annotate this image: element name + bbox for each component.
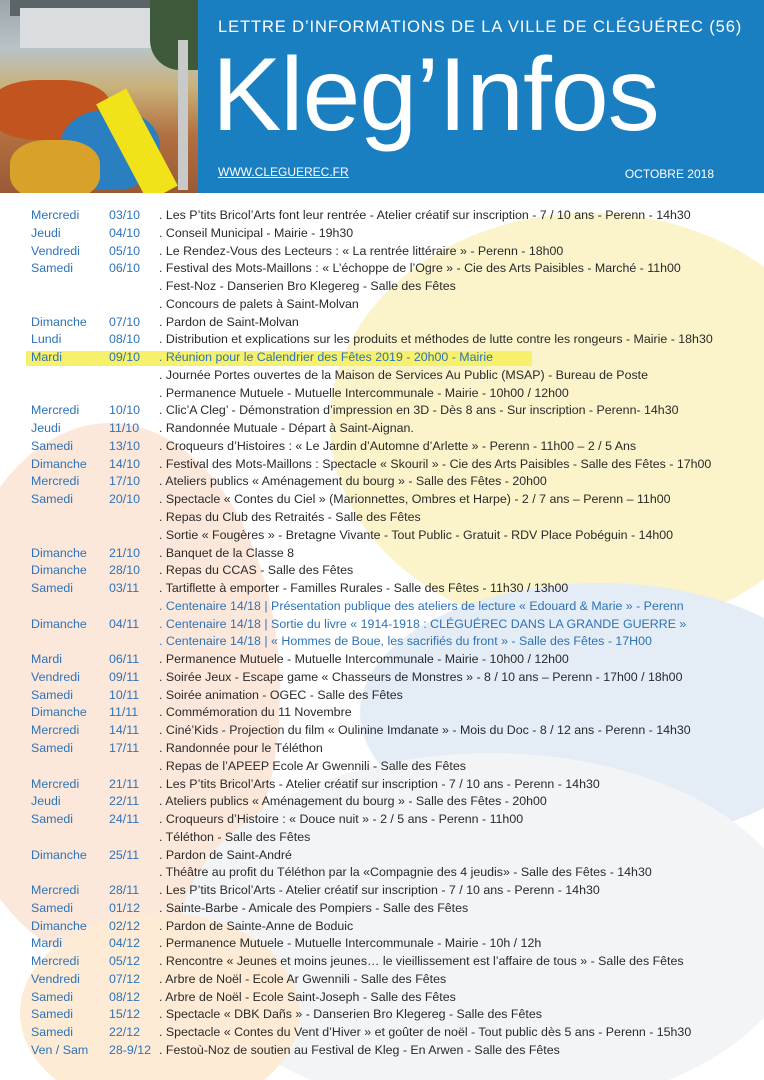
agenda-event: . Journée Portes ouvertes de la Maison de Services Au Public (MSAP) - Bureau de Poste [159,367,648,382]
agenda-event: . Sainte-Barbe - Amicale des Pompiers - Salle des Fêtes [159,900,469,915]
agenda-date: 17/10 [109,474,141,489]
agenda-row [0,758,764,776]
agenda-row [0,793,764,811]
agenda-day: Samedi [31,1025,74,1040]
agenda-date: 14/11 [109,723,140,738]
agenda-event: . Clic’A Cleg’ - Démonstration d’impression en 3D - Dès 8 ans - Sur inscription - Perenn- 14h30 [159,403,679,418]
agenda-day: Dimanche [31,847,87,862]
agenda-row [0,527,764,545]
agenda-day: Mercredi [31,776,80,791]
agenda-date: 09/11 [109,669,140,684]
agenda-day: Samedi [31,1007,74,1022]
agenda-row [0,616,764,634]
agenda-row [0,260,764,278]
agenda-row [0,598,764,616]
agenda-date: 02/12 [109,918,141,933]
agenda-event: . Centenaire 14/18 | « Hommes de Boue, les sacrifiés du front » - Salle des Fêtes - 17H00 [159,634,652,649]
agenda-event: . Pardon de Sainte-Anne de Boduic [159,918,354,933]
agenda-row [0,989,764,1007]
agenda-date: 28-9/12 [109,1042,152,1057]
agenda-day: Dimanche [31,705,87,720]
agenda-date: 15/12 [109,1007,141,1022]
agenda-event: . Festoù-Noz de soutien au Festival de Kleg - En Arwen - Salle des Fêtes [159,1042,560,1057]
agenda-event: . Repas de l’APEEP Ecole Ar Gwennili - Salle des Fêtes [159,758,466,773]
agenda-row [0,491,764,509]
agenda-event: . Distribution et explications sur les produits et méthodes de lutte contre les rongeurs - Mairie - 18h30 [159,332,713,347]
edition-date: OCTOBRE 2018 [624,167,714,181]
agenda-row [0,651,764,669]
agenda-event: . Pardon de Saint-Molvan [159,314,299,329]
agenda-event: . Pardon de Saint-André [159,847,292,862]
agenda-date: 06/11 [109,652,140,667]
agenda-event: . Centenaire 14/18 | Présentation publique des ateliers de lecture « Edouard & Marie » - Perenn [159,598,684,613]
agenda-row [0,225,764,243]
agenda-row [0,278,764,296]
agenda-row [0,402,764,420]
agenda-event: . Permanence Mutuele - Mutuelle Intercommunale - Mairie - 10h00 / 12h00 [159,652,569,667]
agenda-day: Dimanche [31,314,87,329]
agenda-day: Dimanche [31,545,87,560]
agenda-day: Mardi [31,936,62,951]
agenda-event: . Réunion pour le Calendrier des Fêtes 2019 - 20h00 - Mairie [159,350,494,365]
agenda-date: 08/10 [109,332,141,347]
agenda-date: 22/12 [109,1025,141,1040]
agenda-row [0,864,764,882]
agenda-event: . Conseil Municipal - Mairie - 19h30 [159,225,354,240]
agenda-event: . Centenaire 14/18 | Sortie du livre « 1914-1918 : CLÉGUÉREC DANS LA GRANDE GUERRE » [159,616,687,631]
agenda-date: 28/10 [109,563,141,578]
agenda-event: . Le Rendez-Vous des Lecteurs : « La rentrée littéraire » - Perenn - 18h00 [159,243,564,258]
agenda-day: Samedi [31,740,74,755]
agenda-row [0,633,764,651]
agenda-event: . Spectacle « Contes du Vent d’Hiver » et goûter de noël - Tout public dès 5 ans - Perenn - 15h30 [159,1025,692,1040]
agenda-row [0,882,764,900]
agenda-event: . Ateliers publics « Aménagement du bourg » - Salle des Fêtes - 20h00 [159,794,547,809]
agenda-row [0,580,764,598]
agenda-date: 11/10 [109,421,140,436]
brand-logo-text: Kleg’Infos [212,37,659,153]
agenda-event: . Repas du Club des Retraités - Salle des Fêtes [159,510,421,525]
agenda-day: Mercredi [31,208,80,222]
agenda-row [0,385,764,403]
agenda-date: 10/11 [109,687,140,702]
agenda-day: Mardi [31,652,62,667]
masthead [0,0,764,193]
agenda-event: . Les P’tits Bricol’Arts - Atelier créatif sur inscription - 7 / 10 ans - Perenn - 14h30 [159,776,600,791]
agenda-row [0,314,764,332]
agenda-row [0,296,764,314]
agenda-day: Jeudi [31,225,61,240]
agenda-row [0,438,764,456]
agenda-event: . Théâtre au profit du Téléthon par la «Compagnie des 4 jeudis» - Salle des Fêtes - 14h30 [159,865,652,880]
agenda-row [0,1006,764,1024]
agenda-day: Samedi [31,261,74,276]
agenda-date: 17/11 [109,740,140,755]
agenda-date: 14/10 [109,456,141,471]
agenda-day: Samedi [31,581,74,596]
agenda-day: Samedi [31,989,74,1004]
agenda-date: 21/11 [109,776,140,791]
agenda-day: Mercredi [31,403,80,418]
agenda-event: . Permanence Mutuele - Mutuelle Intercommunale - Mairie - 10h00 / 12h00 [159,385,569,400]
agenda-date: 10/10 [109,403,141,418]
photo-mat [10,140,100,193]
agenda-event: . Ciné’Kids - Projection du film « Oulinine Imdanate » - Mois du Doc - 8 / 12 ans - Perenn - 14h30 [159,723,691,738]
agenda-row [0,562,764,580]
agenda-row [0,669,764,687]
agenda-date: 24/11 [109,812,140,827]
agenda-event: . Croqueurs d’Histoire : « Douce nuit » - 2 / 5 ans - Perenn - 11h00 [159,812,524,827]
agenda-day: Vendredi [31,243,80,258]
agenda-event: . Croqueurs d’Histoires : « Le Jardin d’Automne d’Arlette » - Perenn - 11h00 – 2 / 5 Ans [159,438,637,453]
agenda-date: 13/10 [109,438,141,453]
agenda-day: Samedi [31,900,74,915]
agenda-row [0,953,764,971]
agenda-day: Jeudi [31,421,61,436]
agenda-row [0,473,764,491]
agenda-day: Dimanche [31,616,87,631]
agenda-date: 09/10 [109,350,141,365]
agenda-date: 03/10 [109,208,141,222]
agenda-day: Ven / Sam [31,1042,89,1057]
photo-post [178,40,188,190]
agenda-day: Mercredi [31,954,80,969]
agenda-date: 21/10 [109,545,141,560]
agenda-event: . Spectacle « Contes du Ciel » (Marionnettes, Ombres et Harpe) - 2 / 7 ans – Perenn – 11h00 [159,492,671,507]
agenda-day: Samedi [31,438,74,453]
agenda-day: Vendredi [31,971,80,986]
playground-photo [0,0,198,193]
photo-tree [150,0,198,70]
agenda-event: . Festival des Mots-Maillons : « L’échoppe de l’Ogre » - Cie des Arts Paisibles - Marché - 11h00 [159,261,681,276]
agenda-day: Samedi [31,812,74,827]
agenda-day: Mercredi [31,883,80,898]
agenda-row [0,740,764,758]
agenda-row [0,349,764,367]
photo-house [20,8,160,48]
agenda-event: . Randonnée pour le Téléthon [159,740,323,755]
agenda-row [0,776,764,794]
agenda-event: . Randonnée Mutuale - Départ à Saint-Aignan. [159,421,414,436]
agenda-event: . Arbre de Noël - Ecole Saint-Joseph - Salle des Fêtes [159,989,456,1004]
agenda-date: 08/12 [109,989,141,1004]
agenda-date: 11/11 [109,705,139,720]
agenda-date: 20/10 [109,492,141,507]
agenda-day: Vendredi [31,669,80,684]
agenda-date: 04/12 [109,936,141,951]
agenda-event: . Fest-Noz - Danserien Bro Klegereg - Salle des Fêtes [159,279,456,294]
agenda-event: . Repas du CCAS - Salle des Fêtes [159,563,354,578]
agenda-event: . Téléthon - Salle des Fêtes [159,829,311,844]
agenda-row [0,811,764,829]
agenda-row [0,331,764,349]
agenda-event: . Soirée animation - OGEC - Salle des Fêtes [159,687,403,702]
agenda-row [0,918,764,936]
agenda-row [0,971,764,989]
agenda-event: . Commémoration du 11 Novembre [159,705,352,720]
agenda-event: . Festival des Mots-Maillons : Spectacle « Skouril » - Cie des Arts Paisibles - Salle des Fêtes - 17h00 [159,456,712,471]
agenda-event: . Tartiflette à emporter - Familles Rurales - Salle des Fêtes - 11h30 / 13h00 [159,581,569,596]
agenda-event: . Les P’tits Bricol’Arts - Atelier créatif sur inscription - 7 / 10 ans - Perenn - 14h30 [159,883,600,898]
agenda-date: 07/12 [109,971,141,986]
agenda-event: . Arbre de Noël - Ecole Ar Gwennili - Salle des Fêtes [159,971,447,986]
agenda-row [0,829,764,847]
agenda-day: Mercredi [31,723,80,738]
agenda-event: . Spectacle « DBK Dañs » - Danserien Bro Klegereg - Salle des Fêtes [159,1007,542,1022]
agenda-list [0,207,764,1060]
agenda-date: 04/11 [109,616,140,631]
agenda-date: 01/12 [109,900,141,915]
agenda-row [0,367,764,385]
agenda-row [0,704,764,722]
agenda-date: 07/10 [109,314,141,329]
agenda-row [0,207,764,225]
agenda-event: . Soirée Jeux - Escape game « Chasseurs de Monstres » - 8 / 10 ans – Perenn - 17h00 / 18h00 [159,669,683,684]
agenda-event: . Ateliers publics « Aménagement du bourg » - Salle des Fêtes - 20h00 [159,474,547,489]
agenda-row [0,847,764,865]
agenda-date: 05/12 [109,954,141,969]
agenda-event: . Banquet de la Classe 8 [159,545,295,560]
agenda-event: . Les P’tits Bricol’Arts font leur rentrée - Atelier créatif sur inscription - 7 / 10 ans - Perenn - 14h30 [159,208,691,222]
agenda-date: 28/11 [109,883,140,898]
agenda-day: Mardi [31,350,62,365]
agenda-date: 06/10 [109,261,141,276]
agenda-row [0,1042,764,1060]
agenda-day: Dimanche [31,918,87,933]
agenda-row [0,722,764,740]
newsletter-title: LETTRE D’INFORMATIONS DE LA VILLE DE CLÉGUÉREC (56) [218,18,743,36]
agenda-date: 04/10 [109,225,141,240]
agenda-row [0,243,764,261]
agenda-event: . Permanence Mutuele - Mutuelle Intercommunale - Mairie - 10h / 12h [159,936,542,951]
agenda-row [0,1024,764,1042]
agenda-day: Lundi [31,332,62,347]
website-link[interactable]: WWW.CLEGUEREC.FR [218,165,349,179]
agenda-row [0,420,764,438]
agenda-row [0,456,764,474]
agenda-row [0,687,764,705]
agenda-event: . Sortie « Fougères » - Bretagne Vivante - Tout Public - Gratuit - RDV Place Pobéguin - 14h00 [159,527,674,542]
agenda-row [0,935,764,953]
agenda-day: Dimanche [31,456,87,471]
agenda-day: Jeudi [31,794,61,809]
agenda-day: Dimanche [31,563,87,578]
agenda-day: Samedi [31,492,74,507]
agenda-row [0,900,764,918]
agenda-row [0,509,764,527]
agenda-event: . Concours de palets à Saint-Molvan [159,296,359,311]
agenda-date: 25/11 [109,847,140,862]
agenda-row [0,545,764,563]
agenda-date: 03/11 [109,581,140,596]
agenda-date: 05/10 [109,243,141,258]
agenda-day: Mercredi [31,474,80,489]
agenda-day: Samedi [31,687,74,702]
agenda-date: 22/11 [109,794,140,809]
agenda-event: . Rencontre « Jeunes et moins jeunes… le vieillissement est l’affaire de tous » - Salle des Fêtes [159,954,684,969]
